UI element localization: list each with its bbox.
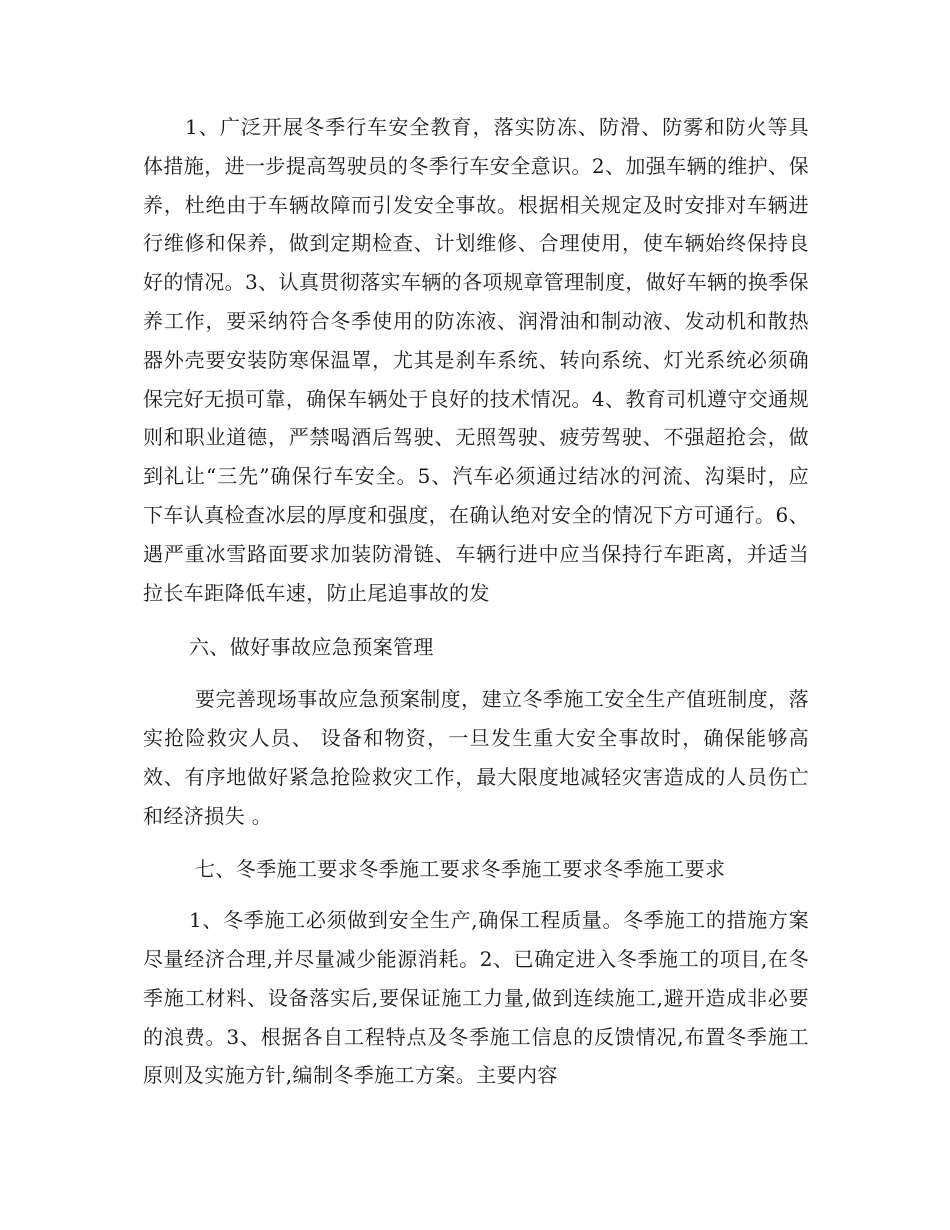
paragraph-vehicle-safety: 1、广泛开展冬季行车安全教育，落实防冻、防滑、防雾和防火等具体措施，进一步提高驾驶员的冬季行车安全意识。2、加强车辆的维护、保养，杜绝由于车辆故障而引发安全事故。根据相关规定及时安排对车辆进行维修和保养，做到定期检查、计划维修、合理使用，使车辆始终保持良好的情况。3、认真贯彻落实车辆的各项规章管理制度，做好车辆的换季保养工作，要采纳符合冬季使用的防冻液、润滑油和制动液、发动机和散热器外壳要安装防寒保温罩，尤其是刹车系统、转向系统、灯光系统必须确保完好无损可靠，确保车辆处于良好的技术情况。4、教育司机遵守交通规则和职业道德，严禁喝酒后驾驶、无照驾驶、疲劳驾驶、不强超抢会，做到礼让“三先”确保行车安全。5、汽车必须通过结冰的河流、沟渠时，应下车认真检查冰层的厚度和强度，在确认绝对安全的情况下方可通行。6、遇严重冰雪路面要求加装防滑链、车辆行进中应当保持行车距离，并适当拉长车距降低车速，防止尾追事故的发 (143, 115, 809, 605)
paragraph-winter-construction: 1、冬季施工必须做到安全生产,确保工程质量。冬季施工的措施方案尽量经济合理,并尽量减少能源消耗。2、已确定进入冬季施工的项目,在冬季施工材料、设备落实后,要保证施工力量,做到连续施工,避开造成非必要的浪费。3、根据各自工程特点及冬季施工信息的反馈情况,布置冬季施工原则及实施方针,编制冬季施工方案。主要内容 (143, 908, 809, 1088)
section-heading-winter-construction: 七、冬季施工要求冬季施工要求冬季施工要求冬季施工要求 (195, 857, 726, 882)
document-page (143, 108, 809, 1095)
paragraph-emergency-plan: 要完善现场事故应急预案制度，建立冬季施工安全生产值班制度，落实抢险救灾人员、 设备和物资，一旦发生重大安全事故时，确保能够高效、有序地做好紧急抢险救灾工作，最大限度地减轻灾害造成的人员伤亡和经济损失 。 (143, 687, 809, 828)
section-heading-emergency-plan: 六、做好事故应急预案管理 (189, 635, 434, 660)
